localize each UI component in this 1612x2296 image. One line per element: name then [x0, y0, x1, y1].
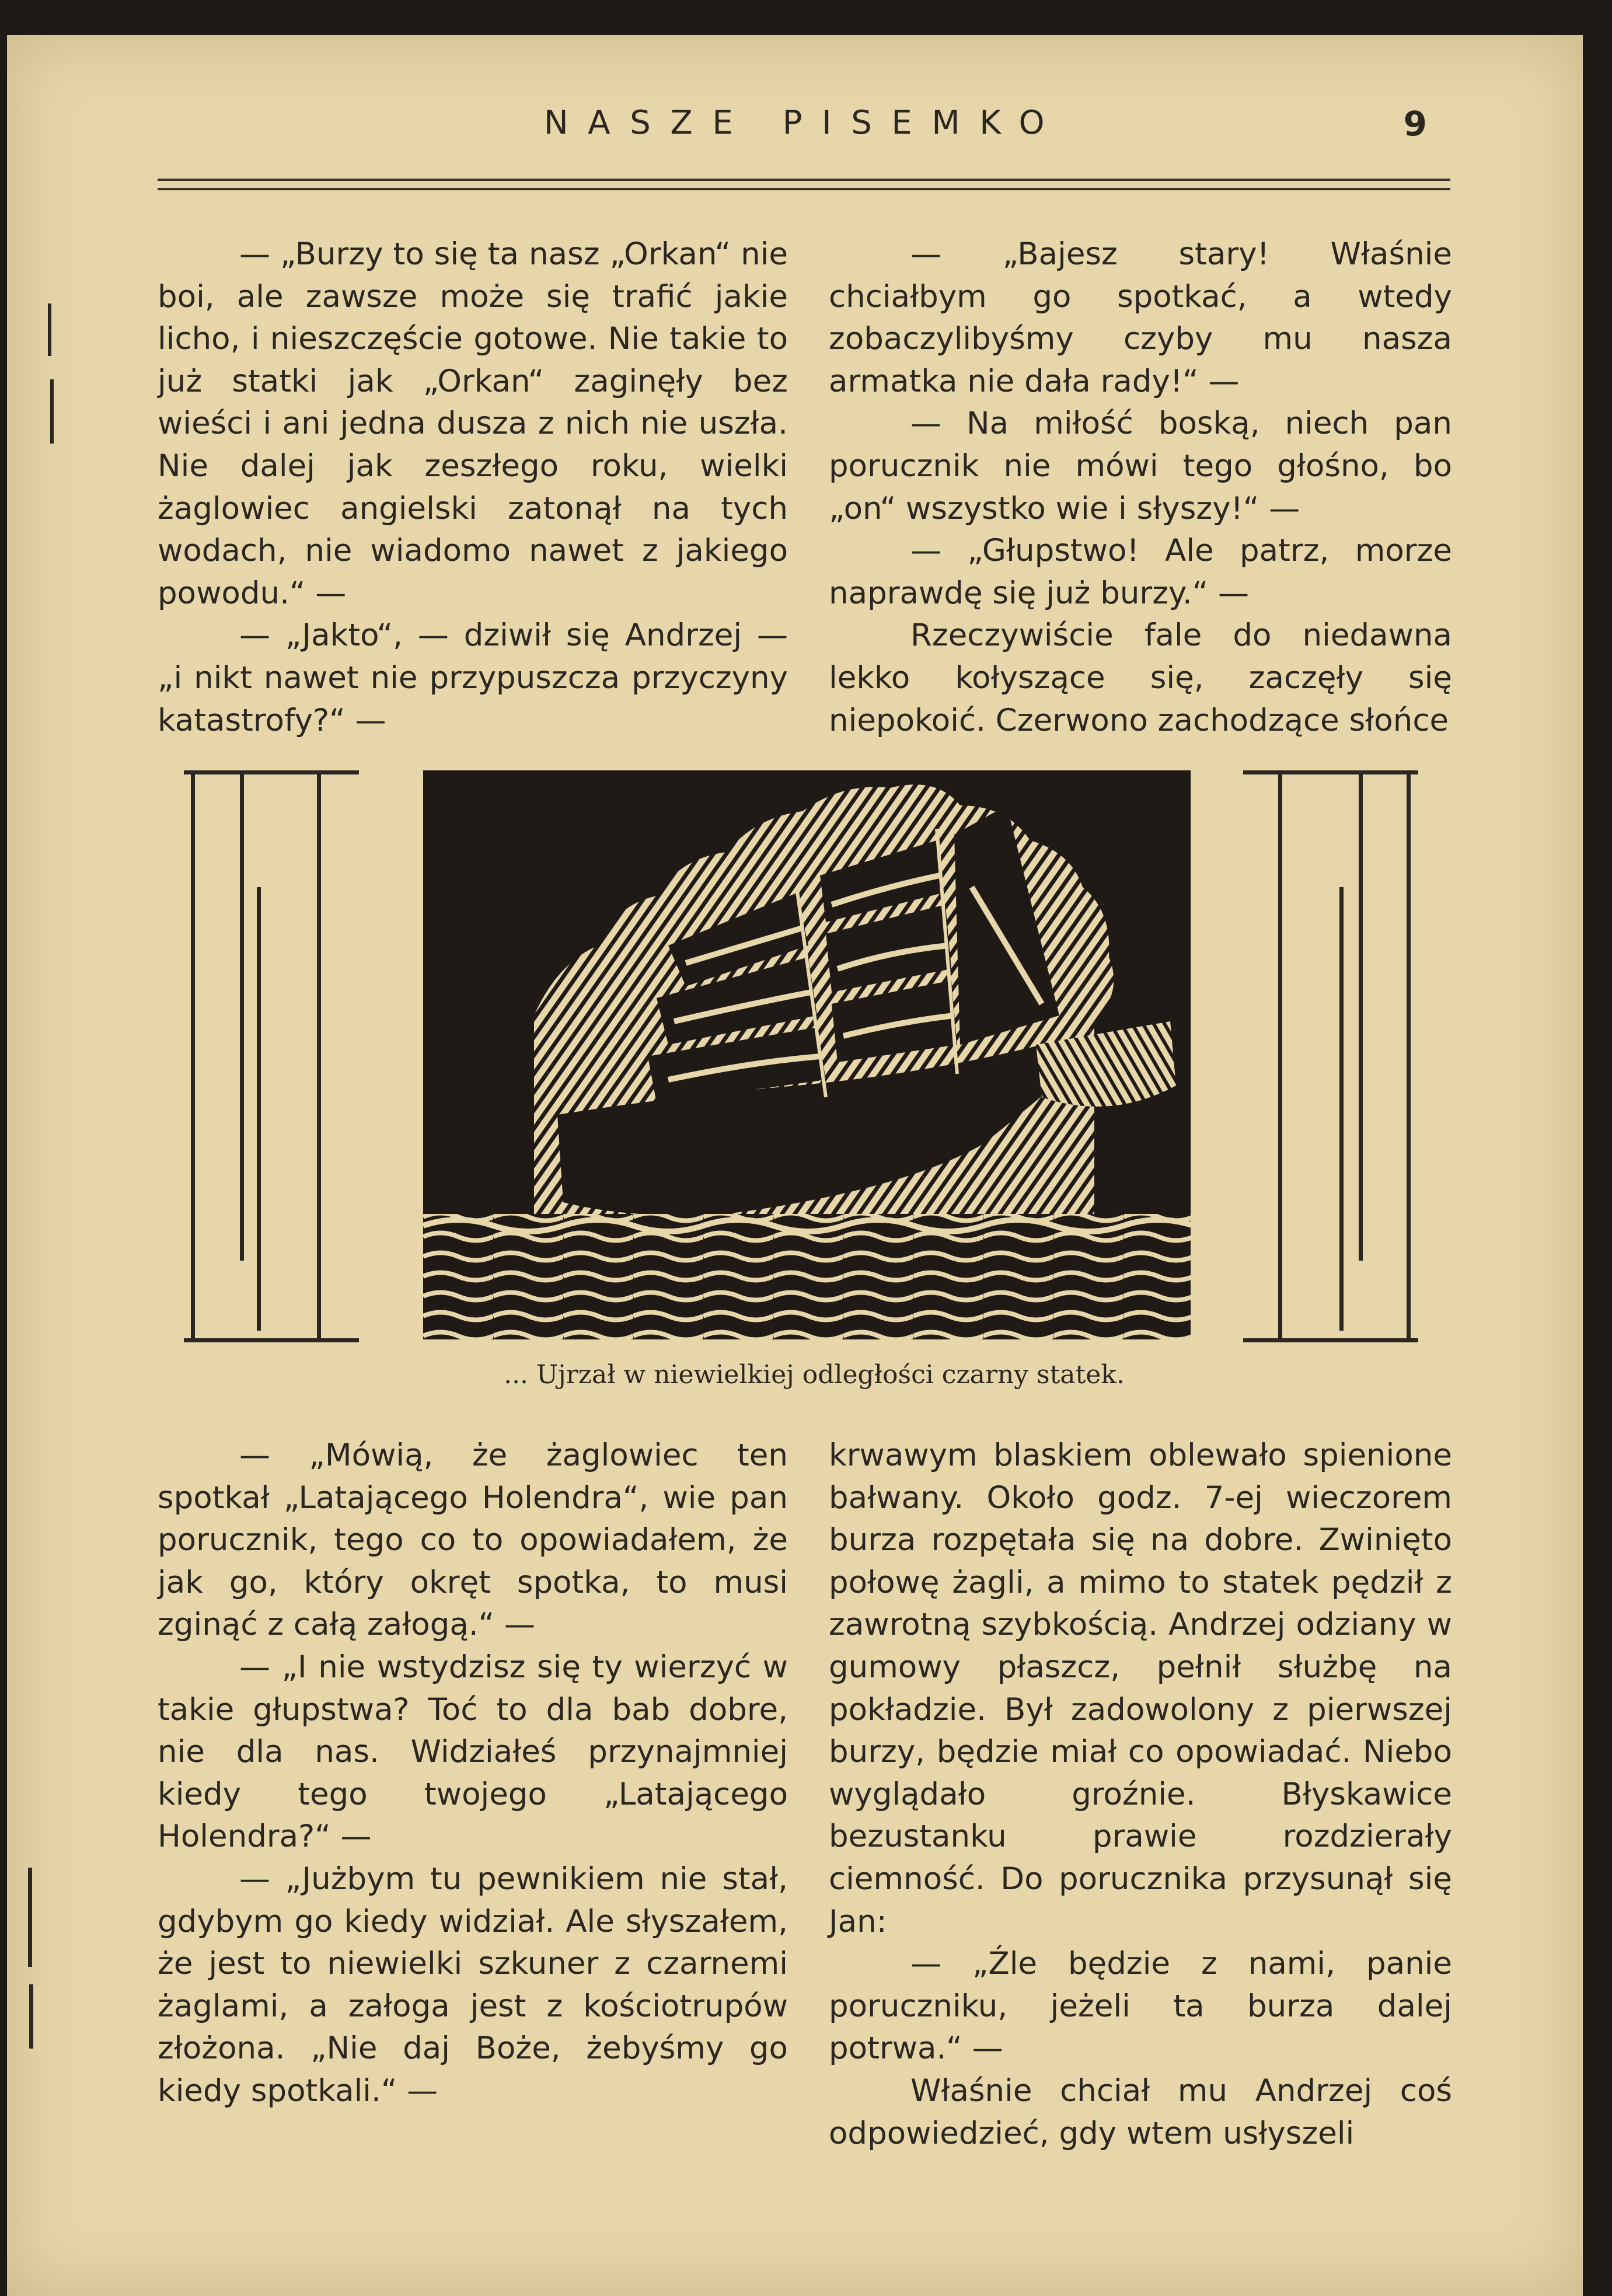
running-header [158, 104, 1450, 168]
paragraph: — „Burzy to się ta nasz „Orkan“ nie boi, ale zawsze może się trafić jakie licho, i nieszczęście gotowe. Nie takie to już statki jak „Orkan“ zaginęły bez wieści i ani jedna dusza z nich nie uszła. Nie dalej jak zeszłego roku, wielki żaglowiec angielski zatonął na tych wodach, nie wiadomo nawet z jakiego powodu.“ — [158, 236, 788, 611]
illustration-caption: ... Ujrzał w niewielkiej odległości czarny statek. [504, 1360, 1125, 1390]
paragraph: Właśnie chciał mu Andrzej coś odpowiedzieć, gdy wtem usłyszeli [829, 2072, 1452, 2151]
paragraph: — „Głupstwo! Ale patrz, morze naprawdę się już burzy.“ — [829, 533, 1452, 611]
decorative-frame-left [184, 770, 359, 1342]
paragraph: — „Jużbym tu pewnikiem nie stał, gdybym go kiedy widział. Ale słyszałem, że jest to niewielki szkuner z czarnemi żaglami, a załoga jest z kościotrupów złożona. „Nie daj Boże, żebyśmy go kiedy spotkali.“ — [158, 1861, 788, 2109]
paragraph: — „I nie wstydzisz się ty wierzyć w takie głupstwa? Toć to dla bab dobre, nie dla nas. Widziałeś przynajmniej kiedy tego twojego „Latającego Holendra?“ — [158, 1649, 788, 1855]
page-number: 9 [1403, 104, 1427, 144]
paragraph: — „Bajesz stary! Właśnie chciałbym go spotkać, a wtedy zobaczylibyśmy czyby mu nasza armatka nie dała rady!“ — [829, 236, 1452, 399]
top-left-column [158, 233, 788, 742]
paragraph: Rzeczywiście fale do niedawna lekko kołyszące się, zaczęły się niepokoić. Czerwono zachodzące słońce [829, 617, 1452, 738]
binding-mark [48, 303, 51, 356]
journal-title: NASZE PISEMKO [543, 104, 1065, 142]
binding-mark [50, 379, 54, 444]
binding-mark [29, 1984, 33, 2049]
paragraph: krwawym blaskiem oblewało spienione bałwany. Około godz. 7-ej wieczorem burza rozpętała się na dobre. Zwinięto połowę żagli, a mimo to statek pędził z zawrotną szybkością. Andrzej odziany w gumowy płaszcz, pełnił służbę na pokładzie. Był zadowolony z pierwszej burzy, będzie miał co opowiadać. Niebo wyglądało groźnie. Błyskawice bezustanku prawie rozdzierały ciemność. Do porucznika przysunął się Jan: [829, 1437, 1452, 1939]
bottom-left-column [158, 1435, 788, 2113]
binding-mark [28, 1868, 32, 1967]
top-right-column [829, 233, 1452, 742]
paragraph: — Na miłość boską, niech pan porucznik nie mówi tego głośno, bo „on“ wszystko wie i słyszy!“ — [829, 406, 1452, 526]
paragraph: — „Mówią, że żaglowiec ten spotkał „Latającego Holendra“, wie pan porucznik, tego co to opowiadałem, że jak go, który okręt spotka, to musi zginąć z całą załogą.“ — [158, 1437, 788, 1643]
paragraph: — „Źle będzie z nami, panie poruczniku, jeżeli ta burza dalej potrwa.“ — [829, 1946, 1452, 2067]
ship-woodcut-illustration [423, 770, 1191, 1339]
header-rule [158, 179, 1450, 181]
decorative-frame-right [1243, 770, 1418, 1342]
paragraph: — „Jakto“, — dziwił się Andrzej — „i nikt nawet nie przypuszcza przyczyny katastrofy?“ — [158, 617, 788, 738]
bottom-right-column [829, 1435, 1452, 2155]
header-rule [158, 188, 1450, 190]
